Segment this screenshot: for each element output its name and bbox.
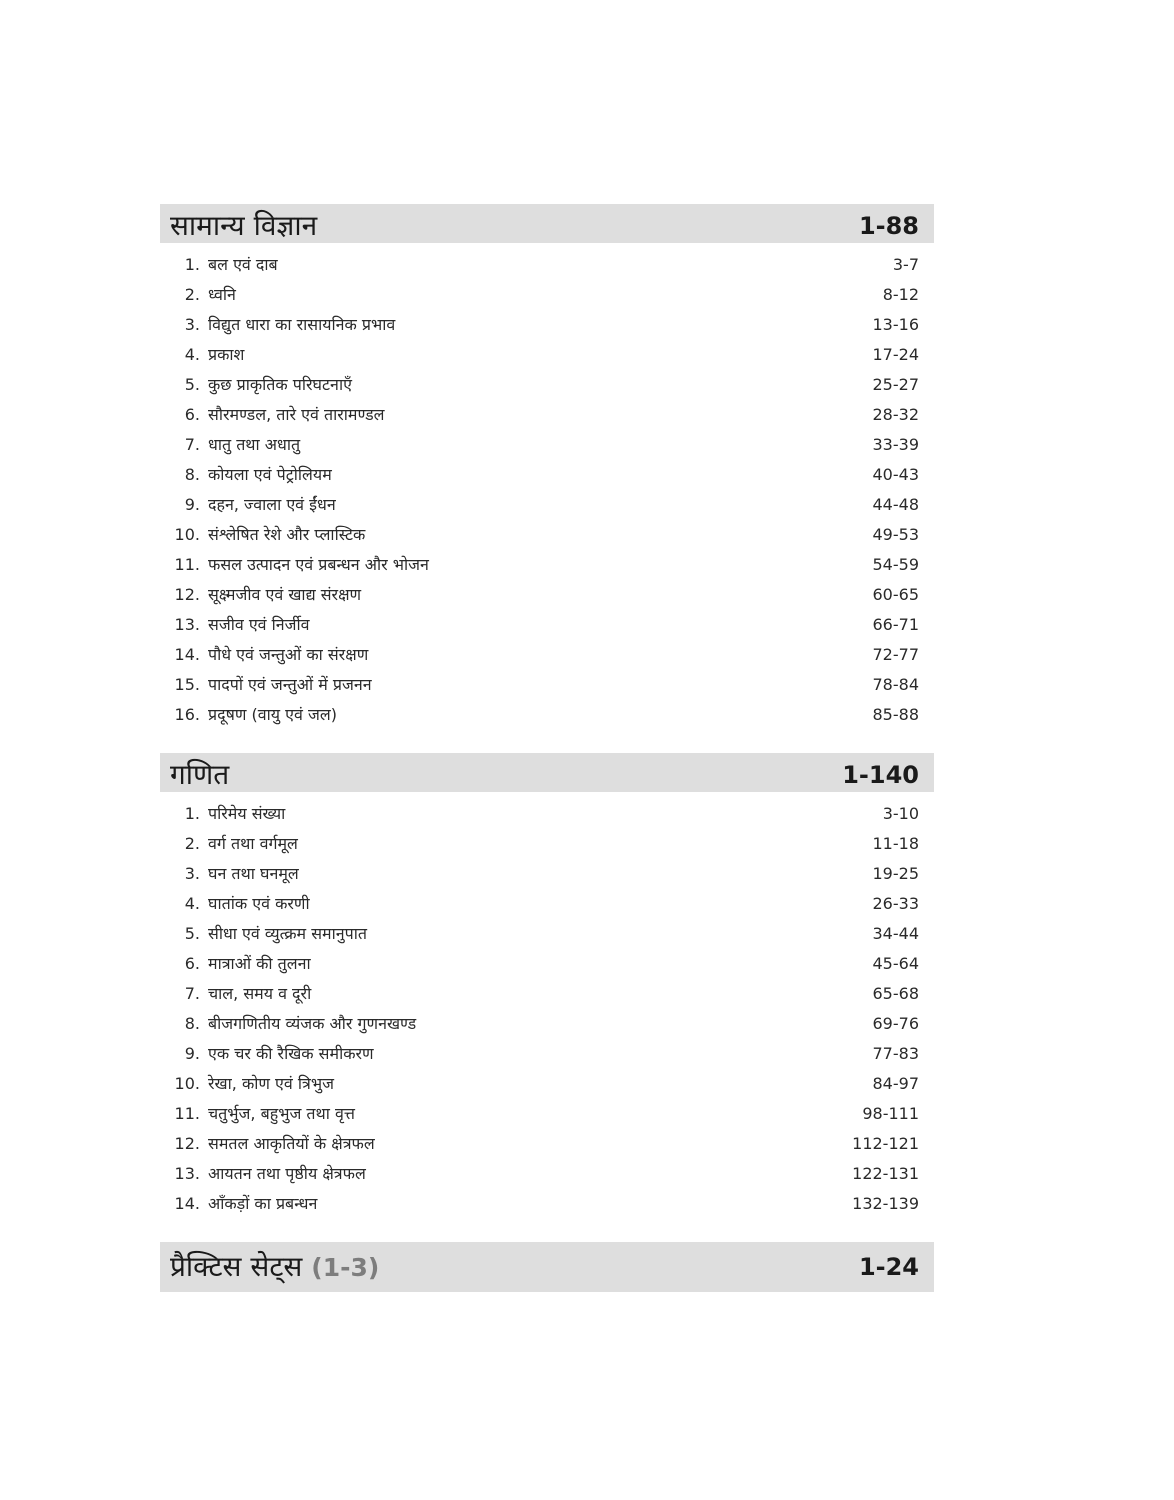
chapter-page-range: 40-43 [872,464,919,484]
chapter-title: प्रदूषण (वायु एवं जल) [208,705,337,724]
chapter-title: बल एवं दाब [208,255,278,274]
chapter-title: परिमेय संख्या [208,804,286,823]
chapter-number: 2. [184,833,200,853]
section-page-range: 1-88 [858,212,919,240]
chapter-row [160,549,934,579]
chapter-page-range: 132-139 [852,1193,919,1213]
chapter-list [160,792,934,1218]
chapter-number: 2. [184,284,200,304]
chapter-page-range: 60-65 [872,584,919,604]
chapter-row [160,429,934,459]
chapter-title: चाल, समय व दूरी [208,984,312,1003]
chapter-title: एक चर की रैखिक समीकरण [208,1044,374,1063]
chapter-page-range: 98-111 [862,1103,919,1123]
chapter-number: 12. [174,584,200,604]
chapter-title: विद्युत धारा का रासायनिक प्रभाव [208,315,396,334]
chapter-title: आँकड़ों का प्रबन्धन [208,1194,318,1213]
chapter-row [160,369,934,399]
chapter-number: 15. [174,674,200,694]
chapter-row [160,699,934,729]
chapter-number: 10. [174,1073,200,1093]
chapter-number: 14. [174,644,200,664]
section-page-range: 1-24 [858,1253,919,1281]
chapter-row [160,1188,934,1218]
chapter-row [160,669,934,699]
chapter-number: 16. [174,704,200,724]
chapter-row [160,279,934,309]
chapter-number: 11. [174,1103,200,1123]
chapter-row [160,828,934,858]
chapter-title: सजीव एवं निर्जीव [208,615,310,634]
chapter-number: 8. [184,464,200,484]
chapter-row [160,1128,934,1158]
chapter-row [160,639,934,669]
chapter-title: कुछ प्राकृतिक परिघटनाएँ [208,375,352,394]
chapter-number: 4. [184,893,200,913]
chapter-page-range: 3-7 [892,254,919,274]
chapter-number: 1. [184,254,200,274]
chapter-page-range: 69-76 [872,1013,919,1033]
chapter-page-range: 45-64 [872,953,919,973]
chapter-page-range: 77-83 [872,1043,919,1063]
chapter-number: 8. [184,1013,200,1033]
chapter-title: बीजगणितीय व्यंजक और गुणनखण्ड [208,1014,417,1033]
section-general-science [160,204,934,729]
chapter-page-range: 84-97 [872,1073,919,1093]
chapter-page-range: 13-16 [872,314,919,334]
chapter-page-range: 65-68 [872,983,919,1003]
chapter-title: धातु तथा अधातु [208,435,301,454]
practice-title: प्रैक्टिस सेट्स [170,1249,303,1283]
chapter-title: रेखा, कोण एवं त्रिभुज [208,1074,334,1093]
chapter-row [160,858,934,888]
chapter-page-range: 72-77 [872,644,919,664]
chapter-row [160,579,934,609]
chapter-row [160,489,934,519]
section-title: सामान्य विज्ञान [170,209,318,242]
chapter-title: सीधा एवं व्युत्क्रम समानुपात [208,924,367,943]
chapter-title: घातांक एवं करणी [208,894,310,913]
chapter-row [160,1158,934,1188]
chapter-row [160,1098,934,1128]
chapter-number: 9. [184,1043,200,1063]
chapter-title: दहन, ज्वाला एवं ईंधन [208,495,336,514]
section-practice-sets [160,1242,934,1292]
chapter-page-range: 85-88 [872,704,919,724]
chapter-title: मात्राओं की तुलना [208,954,311,973]
chapter-page-range: 122-131 [852,1163,919,1183]
chapter-title: संश्लेषित रेशे और प्लास्टिक [208,525,366,544]
chapter-page-range: 26-33 [872,893,919,913]
chapter-title: समतल आकृतियों के क्षेत्रफल [208,1134,375,1153]
chapter-title: चतुर्भुज, बहुभुज तथा वृत्त [208,1104,355,1123]
chapter-number: 12. [174,1133,200,1153]
chapter-row [160,339,934,369]
section-page-range: 1-140 [842,761,919,789]
chapter-number: 9. [184,494,200,514]
section-mathematics [160,753,934,1218]
chapter-number: 4. [184,344,200,364]
chapter-number: 14. [174,1193,200,1213]
chapter-number: 5. [184,374,200,394]
chapter-number: 3. [184,863,200,883]
chapter-title: घन तथा घनमूल [208,864,299,883]
chapter-title: आयतन तथा पृष्ठीय क्षेत्रफल [208,1164,366,1183]
chapter-page-range: 17-24 [872,344,919,364]
chapter-page-range: 33-39 [872,434,919,454]
chapter-page-range: 34-44 [872,923,919,943]
chapter-row [160,519,934,549]
chapter-page-range: 19-25 [872,863,919,883]
chapter-page-range: 66-71 [872,614,919,634]
section-title: गणित [170,758,230,791]
chapter-number: 1. [184,803,200,823]
chapter-number: 6. [184,404,200,424]
chapter-row [160,609,934,639]
chapter-row [160,978,934,1008]
chapter-page-range: 3-10 [882,803,919,823]
chapter-row [160,1038,934,1068]
section-header [160,753,934,792]
chapter-number: 13. [174,614,200,634]
table-of-contents [160,204,934,1292]
chapter-row [160,1008,934,1038]
chapter-row [160,399,934,429]
chapter-title: कोयला एवं पेट्रोलियम [208,465,332,484]
chapter-row [160,309,934,339]
chapter-row [160,798,934,828]
chapter-number: 10. [174,524,200,544]
chapter-row [160,918,934,948]
chapter-title: सौरमण्डल, तारे एवं तारामण्डल [208,405,385,424]
chapter-page-range: 112-121 [852,1133,919,1153]
chapter-list [160,243,934,729]
chapter-page-range: 44-48 [872,494,919,514]
chapter-number: 7. [184,983,200,1003]
chapter-number: 5. [184,923,200,943]
chapter-title: प्रकाश [208,345,245,364]
section-header [160,1242,934,1292]
chapter-number: 11. [174,554,200,574]
chapter-title: फसल उत्पादन एवं प्रबन्धन और भोजन [208,555,429,574]
chapter-number: 3. [184,314,200,334]
chapter-title: ध्वनि [208,285,236,304]
chapter-title: वर्ग तथा वर्गमूल [208,834,298,853]
chapter-number: 13. [174,1163,200,1183]
chapter-row [160,888,934,918]
section-header [160,204,934,243]
chapter-page-range: 25-27 [872,374,919,394]
chapter-page-range: 49-53 [872,524,919,544]
chapter-title: पादपों एवं जन्तुओं में प्रजनन [208,675,372,694]
chapter-number: 6. [184,953,200,973]
chapter-number: 7. [184,434,200,454]
chapter-title: सूक्ष्मजीव एवं खाद्य संरक्षण [208,585,362,604]
practice-subtitle: (1-3) [311,1252,380,1282]
chapter-page-range: 78-84 [872,674,919,694]
chapter-page-range: 11-18 [872,833,919,853]
chapter-row [160,459,934,489]
chapter-page-range: 54-59 [872,554,919,574]
chapter-page-range: 28-32 [872,404,919,424]
chapter-row [160,948,934,978]
chapter-row [160,1068,934,1098]
chapter-row [160,249,934,279]
section-title [170,1250,379,1285]
chapter-page-range: 8-12 [882,284,919,304]
chapter-title: पौधे एवं जन्तुओं का संरक्षण [208,645,369,664]
